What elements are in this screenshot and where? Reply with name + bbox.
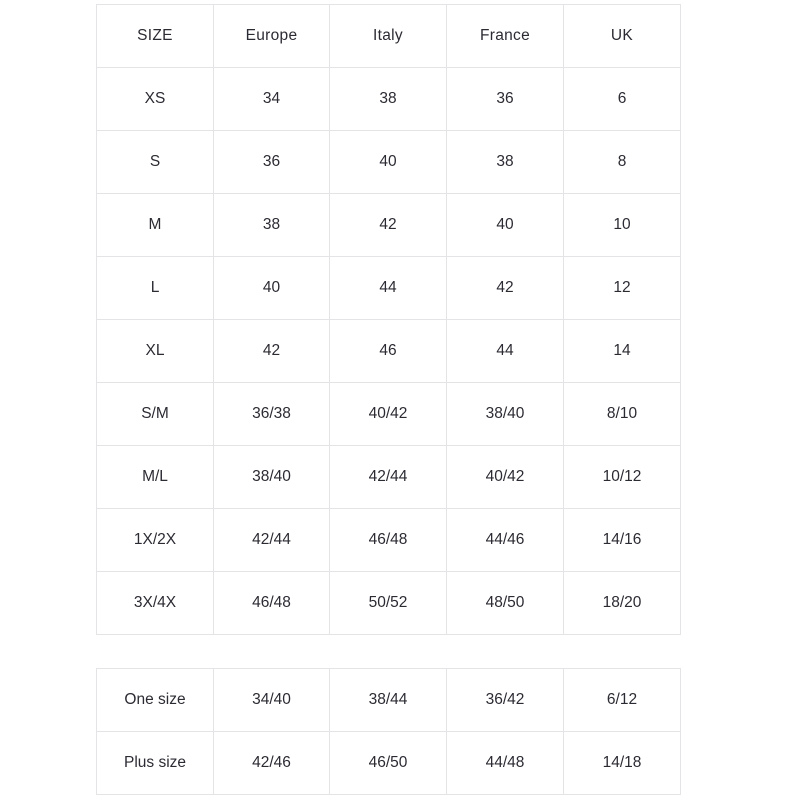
table-row	[97, 732, 681, 795]
table-header	[97, 5, 681, 68]
row-label: 3X/4X	[97, 572, 214, 635]
cell-europe: 34/40	[214, 669, 330, 732]
cell-europe: 42/44	[214, 509, 330, 572]
table-header-row	[97, 5, 681, 68]
table-row	[97, 509, 681, 572]
table-row	[97, 320, 681, 383]
cell-france: 48/50	[447, 572, 564, 635]
cell-italy: 46/50	[330, 732, 447, 795]
table-row	[97, 446, 681, 509]
row-label: M	[97, 194, 214, 257]
cell-italy: 38	[330, 68, 447, 131]
header-france: France	[447, 5, 564, 68]
cell-uk: 14/18	[564, 732, 681, 795]
cell-italy: 46/48	[330, 509, 447, 572]
header-europe: Europe	[214, 5, 330, 68]
table-row	[97, 194, 681, 257]
header-size: SIZE	[97, 5, 214, 68]
cell-europe: 36/38	[214, 383, 330, 446]
row-label: S/M	[97, 383, 214, 446]
cell-france: 44/48	[447, 732, 564, 795]
cell-europe: 40	[214, 257, 330, 320]
cell-italy: 50/52	[330, 572, 447, 635]
cell-italy: 42/44	[330, 446, 447, 509]
cell-uk: 14/16	[564, 509, 681, 572]
one-size-plus-size-table	[96, 668, 681, 795]
cell-france: 36	[447, 68, 564, 131]
table-row	[97, 383, 681, 446]
table-row	[97, 669, 681, 732]
row-label: L	[97, 257, 214, 320]
cell-uk: 8	[564, 131, 681, 194]
table-row	[97, 257, 681, 320]
cell-uk: 10/12	[564, 446, 681, 509]
cell-italy: 38/44	[330, 669, 447, 732]
cell-europe: 34	[214, 68, 330, 131]
extra-size-table-container	[96, 668, 680, 795]
header-italy: Italy	[330, 5, 447, 68]
table-body	[97, 68, 681, 635]
row-label: Plus size	[97, 732, 214, 795]
cell-france: 42	[447, 257, 564, 320]
cell-france: 44/46	[447, 509, 564, 572]
row-label: One size	[97, 669, 214, 732]
cell-italy: 40/42	[330, 383, 447, 446]
cell-europe: 36	[214, 131, 330, 194]
cell-europe: 42/46	[214, 732, 330, 795]
table-row	[97, 572, 681, 635]
row-label: XS	[97, 68, 214, 131]
table-row	[97, 131, 681, 194]
cell-italy: 40	[330, 131, 447, 194]
cell-uk: 8/10	[564, 383, 681, 446]
cell-uk: 10	[564, 194, 681, 257]
cell-france: 40/42	[447, 446, 564, 509]
cell-uk: 14	[564, 320, 681, 383]
cell-europe: 38	[214, 194, 330, 257]
size-conversion-table	[96, 4, 681, 635]
cell-europe: 38/40	[214, 446, 330, 509]
cell-uk: 6/12	[564, 669, 681, 732]
table-row	[97, 68, 681, 131]
cell-italy: 46	[330, 320, 447, 383]
cell-france: 38/40	[447, 383, 564, 446]
row-label: XL	[97, 320, 214, 383]
row-label: S	[97, 131, 214, 194]
row-label: 1X/2X	[97, 509, 214, 572]
cell-france: 38	[447, 131, 564, 194]
cell-france: 40	[447, 194, 564, 257]
cell-europe: 46/48	[214, 572, 330, 635]
row-label: M/L	[97, 446, 214, 509]
cell-uk: 6	[564, 68, 681, 131]
header-uk: UK	[564, 5, 681, 68]
cell-europe: 42	[214, 320, 330, 383]
main-size-table-container	[96, 4, 680, 635]
cell-france: 36/42	[447, 669, 564, 732]
cell-italy: 44	[330, 257, 447, 320]
extra-table-body	[97, 669, 681, 795]
cell-italy: 42	[330, 194, 447, 257]
cell-uk: 18/20	[564, 572, 681, 635]
cell-france: 44	[447, 320, 564, 383]
cell-uk: 12	[564, 257, 681, 320]
